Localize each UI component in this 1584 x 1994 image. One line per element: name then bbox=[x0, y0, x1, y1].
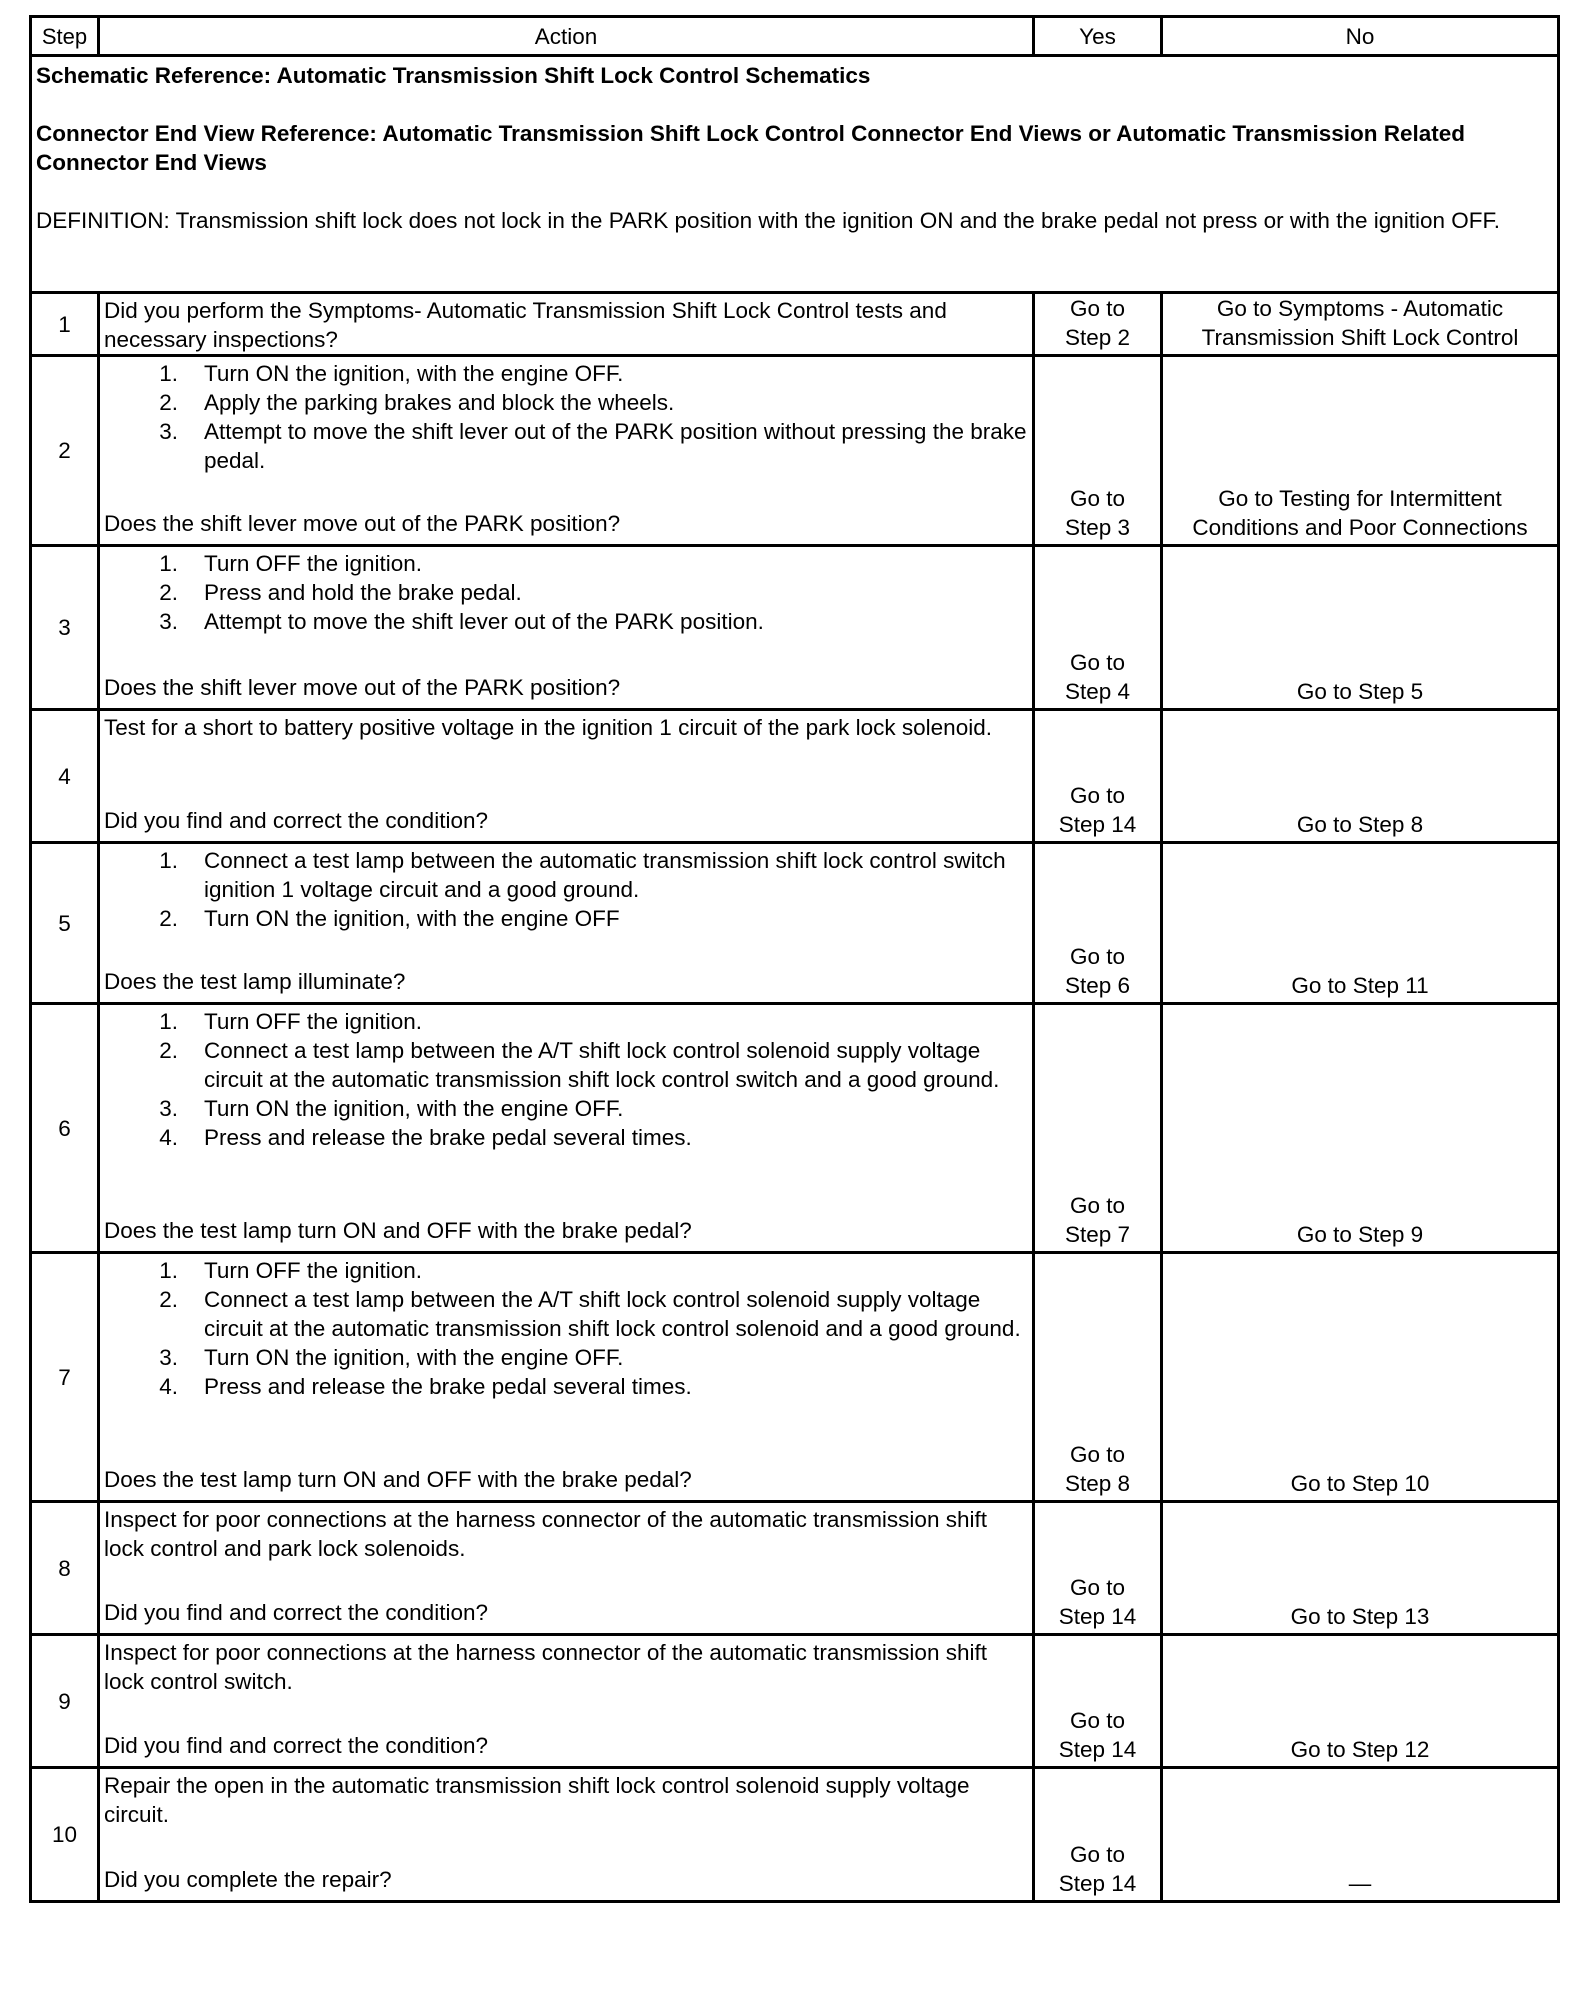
step-question: Did you find and correct the condition? bbox=[104, 1600, 488, 1625]
instruction-list bbox=[104, 846, 1028, 933]
step-text: Inspect for poor connections at the harness connector of the automatic transmission shift lock control and park lock solenoids. bbox=[104, 1507, 987, 1561]
list-item bbox=[104, 417, 1028, 475]
item-number: 2. bbox=[159, 390, 178, 415]
item-number: 4. bbox=[159, 1374, 178, 1399]
no-result: Go to Step 11 bbox=[1162, 843, 1559, 1004]
table-row bbox=[31, 293, 1559, 356]
yes-result: Go to Step 14 bbox=[1034, 1768, 1162, 1902]
step-question: Does the test lamp illuminate? bbox=[104, 969, 406, 994]
connector-reference: Connector End View Reference: Automatic Transmission Shift Lock Control Connector End Views or Automatic Transmission Related Connector End Views bbox=[36, 121, 1466, 175]
table-row bbox=[31, 546, 1559, 710]
yes-result: Go to Step 14 bbox=[1034, 1635, 1162, 1768]
yes-result: Go to Step 6 bbox=[1034, 843, 1162, 1004]
list-item bbox=[104, 904, 1028, 933]
item-text: Connect a test lamp between the A/T shift lock control solenoid supply voltage circuit at the automatic transmission shift lock control switch and a good ground. bbox=[204, 1038, 1000, 1092]
item-text: Turn ON the ignition, with the engine OFF. bbox=[204, 1096, 624, 1121]
step-number: 7 bbox=[31, 1253, 99, 1502]
step-question: Does the shift lever move out of the PARK position? bbox=[104, 511, 621, 536]
list-item bbox=[104, 1256, 1028, 1285]
step-number: 1 bbox=[31, 293, 99, 356]
step-number: 9 bbox=[31, 1635, 99, 1768]
item-number: 4. bbox=[159, 1125, 178, 1150]
instruction-list bbox=[104, 359, 1028, 475]
list-item bbox=[104, 388, 1028, 417]
step-number: 8 bbox=[31, 1502, 99, 1635]
step-text: Test for a short to battery positive voltage in the ignition 1 circuit of the park lock solenoid. bbox=[104, 715, 992, 740]
no-result: Go to Testing for Intermittent Conditions and Poor Connections bbox=[1162, 356, 1559, 546]
step-question: Does the test lamp turn ON and OFF with the brake pedal? bbox=[104, 1218, 692, 1243]
item-number: 1. bbox=[159, 361, 178, 386]
instruction-list bbox=[104, 1007, 1028, 1152]
no-result: Go to Step 12 bbox=[1162, 1635, 1559, 1768]
no-result: Go to Step 8 bbox=[1162, 710, 1559, 843]
yes-result: Go to Step 2 bbox=[1034, 293, 1162, 356]
item-number: 3. bbox=[159, 419, 178, 444]
item-text: Attempt to move the shift lever out of the PARK position. bbox=[204, 609, 764, 634]
schematic-reference: Schematic Reference: Automatic Transmission Shift Lock Control Schematics bbox=[36, 63, 871, 88]
item-number: 1. bbox=[159, 1258, 178, 1283]
yes-result: Go to Step 3 bbox=[1034, 356, 1162, 546]
table-row bbox=[31, 1502, 1559, 1635]
step-action bbox=[99, 1253, 1034, 1502]
item-text: Connect a test lamp between the automatic transmission shift lock control switch ignition 1 voltage circuit and a good ground. bbox=[204, 848, 1006, 902]
yes-result: Go to Step 14 bbox=[1034, 710, 1162, 843]
step-question: Did you complete the repair? bbox=[104, 1867, 392, 1892]
item-text: Apply the parking brakes and block the wheels. bbox=[204, 390, 675, 415]
header-action: Action bbox=[99, 17, 1034, 56]
step-text: Did you perform the Symptoms- Automatic Transmission Shift Lock Control tests and necessary inspections? bbox=[104, 298, 947, 352]
item-number: 2. bbox=[159, 906, 178, 931]
step-number: 10 bbox=[31, 1768, 99, 1902]
item-text: Turn ON the ignition, with the engine OFF bbox=[204, 906, 620, 931]
list-item bbox=[104, 1372, 1028, 1401]
list-item bbox=[104, 1094, 1028, 1123]
instruction-list bbox=[104, 1256, 1028, 1401]
header-yes: Yes bbox=[1034, 17, 1162, 56]
step-text: Repair the open in the automatic transmission shift lock control solenoid supply voltage circuit. bbox=[104, 1773, 970, 1827]
item-text: Turn OFF the ignition. bbox=[204, 1258, 423, 1283]
yes-result: Go to Step 4 bbox=[1034, 546, 1162, 710]
list-item bbox=[104, 607, 1028, 636]
no-result: Go to Step 10 bbox=[1162, 1253, 1559, 1502]
item-text: Turn ON the ignition, with the engine OFF. bbox=[204, 361, 624, 386]
table-row bbox=[31, 710, 1559, 843]
item-number: 1. bbox=[159, 551, 178, 576]
table-row bbox=[31, 356, 1559, 546]
step-question: Did you find and correct the condition? bbox=[104, 1733, 488, 1758]
step-action bbox=[99, 1502, 1034, 1635]
no-result: Go to Step 13 bbox=[1162, 1502, 1559, 1635]
step-action bbox=[99, 1635, 1034, 1768]
item-number: 1. bbox=[159, 848, 178, 873]
item-text: Turn OFF the ignition. bbox=[204, 1009, 423, 1034]
no-result: Go to Symptoms - Automatic Transmission Shift Lock Control bbox=[1162, 293, 1559, 356]
table-row bbox=[31, 1253, 1559, 1502]
step-number: 2 bbox=[31, 356, 99, 546]
step-action bbox=[99, 843, 1034, 1004]
no-result: — bbox=[1162, 1768, 1559, 1902]
item-number: 3. bbox=[159, 1096, 178, 1121]
list-item bbox=[104, 1343, 1028, 1372]
item-text: Press and hold the brake pedal. bbox=[204, 580, 522, 605]
definition: DEFINITION: Transmission shift lock does not lock in the PARK position with the ignition ON and the brake pedal not press or with the ignition OFF. bbox=[36, 208, 1501, 233]
item-number: 3. bbox=[159, 1345, 178, 1370]
step-question: Does the test lamp turn ON and OFF with the brake pedal? bbox=[104, 1467, 692, 1492]
step-number: 4 bbox=[31, 710, 99, 843]
item-number: 1. bbox=[159, 1009, 178, 1034]
step-action bbox=[99, 1004, 1034, 1253]
item-text: Turn ON the ignition, with the engine OFF. bbox=[204, 1345, 624, 1370]
no-result: Go to Step 5 bbox=[1162, 546, 1559, 710]
item-number: 3. bbox=[159, 609, 178, 634]
item-text: Press and release the brake pedal several times. bbox=[204, 1374, 692, 1399]
step-action bbox=[99, 293, 1034, 356]
header-row bbox=[31, 17, 1559, 56]
step-text: Inspect for poor connections at the harness connector of the automatic transmission shift lock control switch. bbox=[104, 1640, 987, 1694]
step-action bbox=[99, 356, 1034, 546]
list-item bbox=[104, 1285, 1028, 1343]
list-item bbox=[104, 578, 1028, 607]
yes-result: Go to Step 7 bbox=[1034, 1004, 1162, 1253]
step-question: Did you find and correct the condition? bbox=[104, 808, 488, 833]
item-text: Press and release the brake pedal several times. bbox=[204, 1125, 692, 1150]
instruction-list bbox=[104, 549, 1028, 636]
reference-row bbox=[31, 56, 1559, 293]
item-text: Attempt to move the shift lever out of the PARK position without pressing the brake pedal. bbox=[204, 419, 1027, 473]
step-question: Does the shift lever move out of the PARK position? bbox=[104, 675, 621, 700]
list-item bbox=[104, 549, 1028, 578]
list-item bbox=[104, 846, 1028, 904]
list-item bbox=[104, 1123, 1028, 1152]
header-no: No bbox=[1162, 17, 1559, 56]
step-action bbox=[99, 710, 1034, 843]
header-step: Step bbox=[31, 17, 99, 56]
item-number: 2. bbox=[159, 1287, 178, 1312]
table-row bbox=[31, 1768, 1559, 1902]
list-item bbox=[104, 359, 1028, 388]
step-number: 5 bbox=[31, 843, 99, 1004]
yes-result: Go to Step 8 bbox=[1034, 1253, 1162, 1502]
item-number: 2. bbox=[159, 1038, 178, 1063]
list-item bbox=[104, 1007, 1028, 1036]
item-text: Turn OFF the ignition. bbox=[204, 551, 423, 576]
no-result: Go to Step 9 bbox=[1162, 1004, 1559, 1253]
yes-result: Go to Step 14 bbox=[1034, 1502, 1162, 1635]
list-item bbox=[104, 1036, 1028, 1094]
item-number: 2. bbox=[159, 580, 178, 605]
table-row bbox=[31, 1004, 1559, 1253]
item-text: Connect a test lamp between the A/T shift lock control solenoid supply voltage circuit at the automatic transmission shift lock control solenoid and a good ground. bbox=[204, 1287, 1021, 1341]
diagnostic-table bbox=[29, 15, 1560, 1903]
step-action bbox=[99, 546, 1034, 710]
step-action bbox=[99, 1768, 1034, 1902]
table-row bbox=[31, 843, 1559, 1004]
step-number: 3 bbox=[31, 546, 99, 710]
step-number: 6 bbox=[31, 1004, 99, 1253]
table-row bbox=[31, 1635, 1559, 1768]
